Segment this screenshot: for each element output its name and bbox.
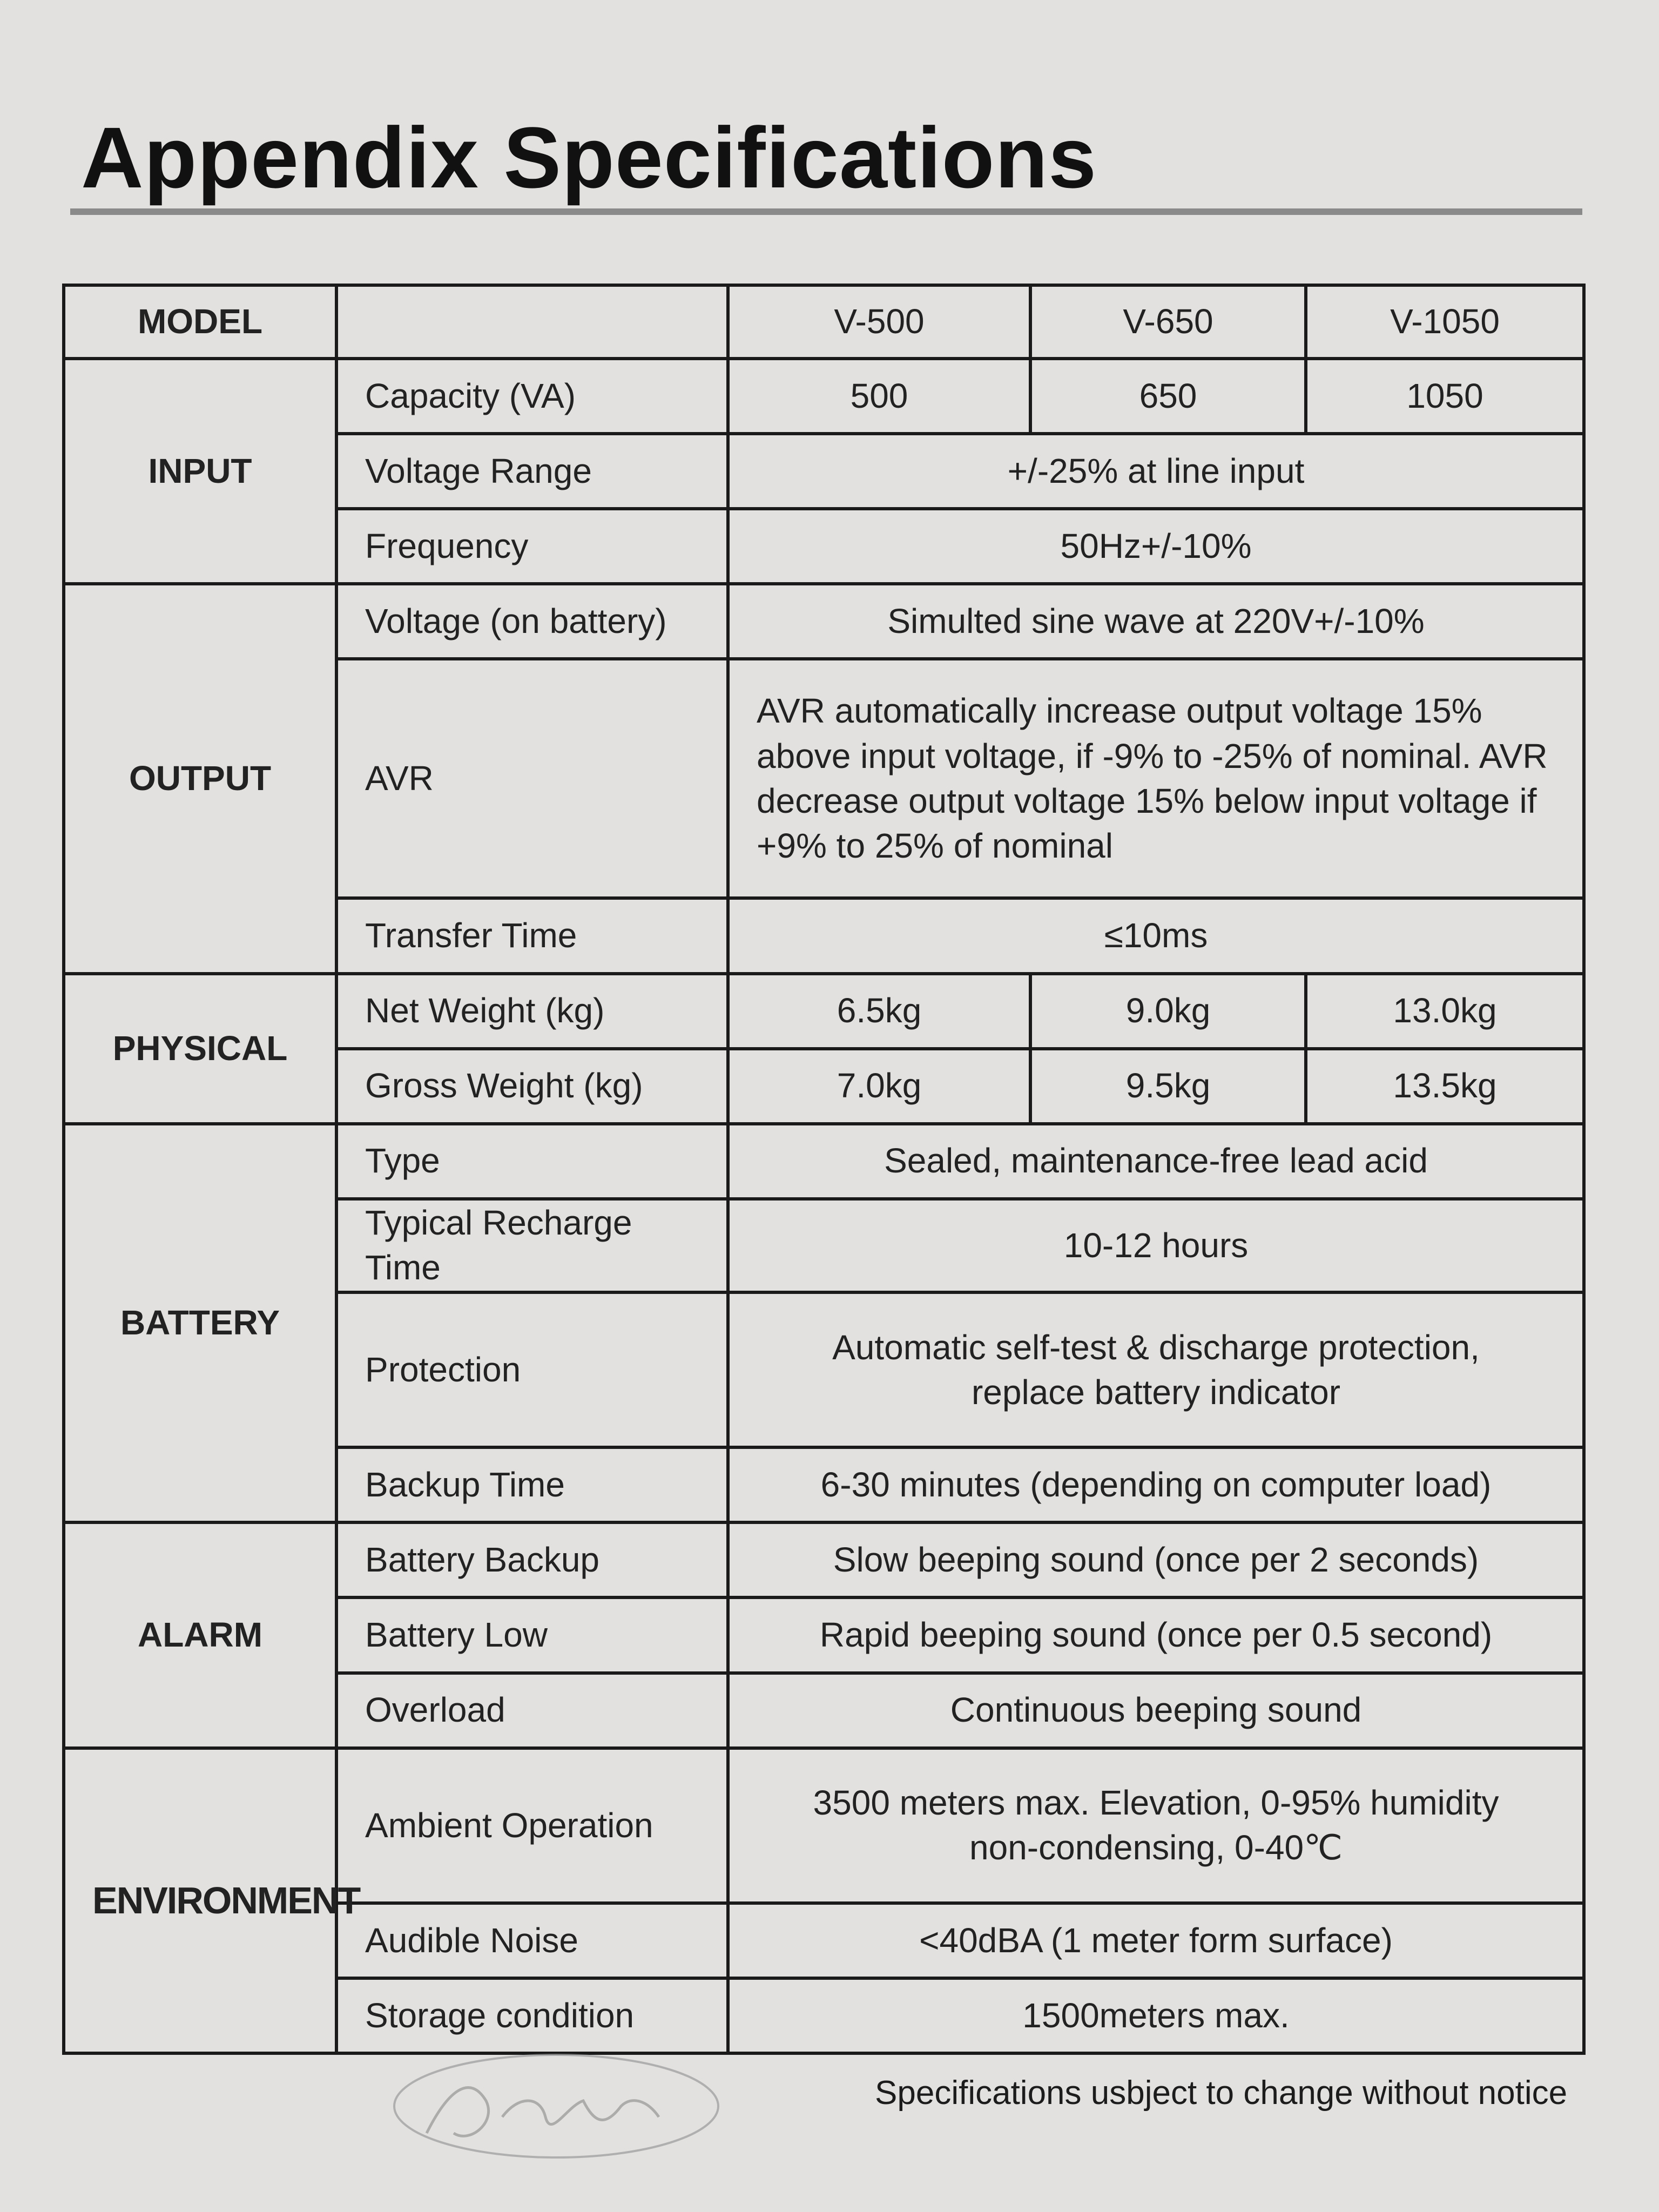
value-storage-condition: 1500meters max. (728, 1978, 1584, 2053)
model-v500: V-500 (728, 285, 1030, 359)
signature-text (543, 2107, 558, 2113)
param-recharge-time: Typical Recharge Time (336, 1199, 728, 1293)
param-transfer-time: Transfer Time (336, 898, 728, 973)
param-avr: AVR (336, 659, 728, 898)
param-audible-noise: Audible Noise (336, 1903, 728, 1978)
value-battery-type: Sealed, maintenance-free lead acid (728, 1124, 1584, 1199)
param-battery-backup: Battery Backup (336, 1522, 728, 1597)
param-ambient-operation: Ambient Operation (336, 1748, 728, 1903)
value-transfer-time: ≤10ms (728, 898, 1584, 973)
value-audible-noise: <40dBA (1 meter form surface) (728, 1903, 1584, 1978)
model-label: MODEL (64, 285, 336, 359)
value-protection-line2: replace battery indicator (971, 1372, 1341, 1412)
model-header-blank (336, 285, 728, 359)
param-frequency: Frequency (336, 509, 728, 584)
value-ambient-operation (728, 1748, 1584, 1903)
group-input: INPUT (64, 359, 336, 584)
title-underline (70, 208, 1582, 215)
table-row (64, 584, 1584, 659)
param-overload: Overload (336, 1673, 728, 1748)
gross-weight-v650: 9.5kg (1030, 1049, 1306, 1124)
param-capacity: Capacity (VA) (336, 359, 728, 434)
table-row (64, 1522, 1584, 1597)
value-voltage-on-battery: Simulted sine wave at 220V+/-10% (728, 584, 1584, 659)
value-battery-low: Rapid beeping sound (once per 0.5 second) (728, 1597, 1584, 1673)
value-protection (728, 1292, 1584, 1447)
param-storage-condition: Storage condition (336, 1978, 728, 2053)
value-avr: AVR automatically increase output voltage 15% above input voltage, if -9% to -25% of nominal. AVR decrease output voltage 15% below input voltage if +9% to 25% of nominal (728, 659, 1584, 898)
value-protection-line1: Automatic self-test & discharge protection, (832, 1327, 1480, 1367)
model-v1050: V-1050 (1306, 285, 1584, 359)
param-voltage-range: Voltage Range (336, 434, 728, 509)
param-voltage-on-battery: Voltage (on battery) (336, 584, 728, 659)
table-row (64, 359, 1584, 434)
capacity-v1050: 1050 (1306, 359, 1584, 434)
gross-weight-v1050: 13.5kg (1306, 1049, 1584, 1124)
value-ambient-line2: non-condensing, 0-40℃ (969, 1828, 1343, 1867)
capacity-v500: 500 (728, 359, 1030, 434)
group-alarm: ALARM (64, 1522, 336, 1748)
group-output: OUTPUT (64, 584, 336, 973)
group-battery: BATTERY (64, 1124, 336, 1523)
param-battery-type: Type (336, 1124, 728, 1199)
param-protection: Protection (336, 1292, 728, 1447)
net-weight-v500: 6.5kg (728, 974, 1030, 1049)
param-gross-weight: Gross Weight (kg) (336, 1049, 728, 1124)
value-voltage-range: +/-25% at line input (728, 434, 1584, 509)
param-backup-time: Backup Time (336, 1447, 728, 1522)
group-environment: ENVIRONMENT (64, 1748, 336, 2053)
value-battery-backup: Slow beeping sound (once per 2 seconds) (728, 1522, 1584, 1597)
model-v650: V-650 (1030, 285, 1306, 359)
footer-note: Specifications usbject to change without notice (875, 2074, 1568, 2112)
value-backup-time: 6-30 minutes (depending on computer load) (728, 1447, 1584, 1522)
value-overload: Continuous beeping sound (728, 1673, 1584, 1748)
capacity-v650: 650 (1030, 359, 1306, 434)
specifications-table (62, 284, 1586, 2055)
handwritten-signature (378, 2041, 724, 2182)
page-title: Appendix Specifications (81, 109, 1097, 206)
net-weight-v650: 9.0kg (1030, 974, 1306, 1049)
table-row (64, 1748, 1584, 1903)
param-battery-low: Battery Low (336, 1597, 728, 1673)
table-row (64, 1124, 1584, 1199)
param-net-weight: Net Weight (kg) (336, 974, 728, 1049)
value-frequency: 50Hz+/-10% (728, 509, 1584, 584)
value-ambient-line1: 3500 meters max. Elevation, 0-95% humidity (813, 1783, 1499, 1822)
net-weight-v1050: 13.0kg (1306, 974, 1584, 1049)
table-row (64, 974, 1584, 1049)
group-physical: PHYSICAL (64, 974, 336, 1124)
model-header-row (64, 285, 1584, 359)
value-recharge-time: 10-12 hours (728, 1199, 1584, 1293)
gross-weight-v500: 7.0kg (728, 1049, 1030, 1124)
